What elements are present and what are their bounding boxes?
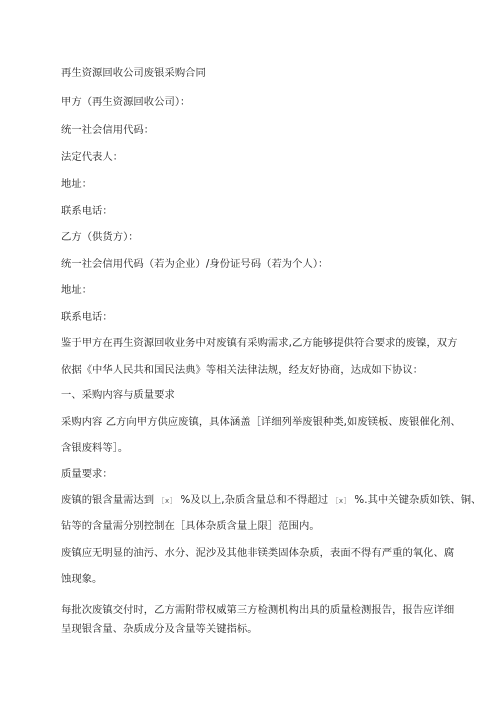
placeholder-silver-content: ［x］ <box>157 497 178 505</box>
quality-item-1-text-c: %.其中关键杂质如铁、铜、 <box>354 494 482 506</box>
purchase-content-line-1: 采购内容 乙方向甲方供应废镇，具体涵盖［详细列举废银种类,如废镁板、废银催化剂、 <box>61 416 461 428</box>
quality-item-1-line-2: 钻等的含量需分别控制在［具体杂质含量上限］范围内。 <box>61 520 320 532</box>
contract-title: 再生资源回收公司废银采购合同 <box>61 67 206 79</box>
quality-item-3-line-2: 呈现银含量、杂质成分及含量等关键指标。 <box>61 623 258 635</box>
quality-heading: 质量要求： <box>61 468 113 480</box>
intro-paragraph-line-1: 鉴于甲方在再生资源回收业务中对废镇有采购需求,乙方能够提供符合要求的废镍，双方 <box>61 337 458 349</box>
quality-item-3-line-1: 每批次废镇交付时，乙方需附带权威第三方检测机构出具的质量检测报告，报告应详细 <box>61 604 455 616</box>
party-a-heading: 甲方（再生资源回收公司）： <box>61 96 191 108</box>
quality-item-1-line-1 <box>61 493 481 508</box>
party-b-address: 地址： <box>61 284 93 296</box>
quality-item-1-text-a: 废镇的银含量需达到 <box>61 494 155 506</box>
section-1-heading: 一、采购内容与质量要求 <box>61 389 175 401</box>
party-a-legal-rep: 法定代表人： <box>61 151 124 163</box>
party-b-credit-code: 统一社会信用代码（若为企业）/身份证号码（若为个人）： <box>61 258 329 270</box>
quality-item-2-line-2: 蚀现象。 <box>61 573 103 585</box>
quality-item-1-text-b: %及以上,杂质含量总和不得超过 <box>180 494 329 506</box>
party-a-address: 地址： <box>61 178 93 190</box>
party-b-phone: 联系电话： <box>61 311 113 323</box>
purchase-content-line-2: 含银废料等］。 <box>61 442 129 454</box>
placeholder-impurity-content: ［x］ <box>331 497 352 505</box>
quality-item-2-line-1: 废镇应无明显的油污、水分、泥沙及其他非镁类固体杂质，表面不得有严重的氧化、腐 <box>61 547 455 559</box>
party-a-phone: 联系电话： <box>61 205 113 217</box>
party-b-heading: 乙方（供货方）： <box>61 231 139 243</box>
party-a-credit-code: 统一社会信用代码： <box>61 124 155 136</box>
intro-paragraph-line-2: 依据《中华人民共和国民法典》等相关法律法规，经友好协商，达成如下协议： <box>61 364 424 376</box>
